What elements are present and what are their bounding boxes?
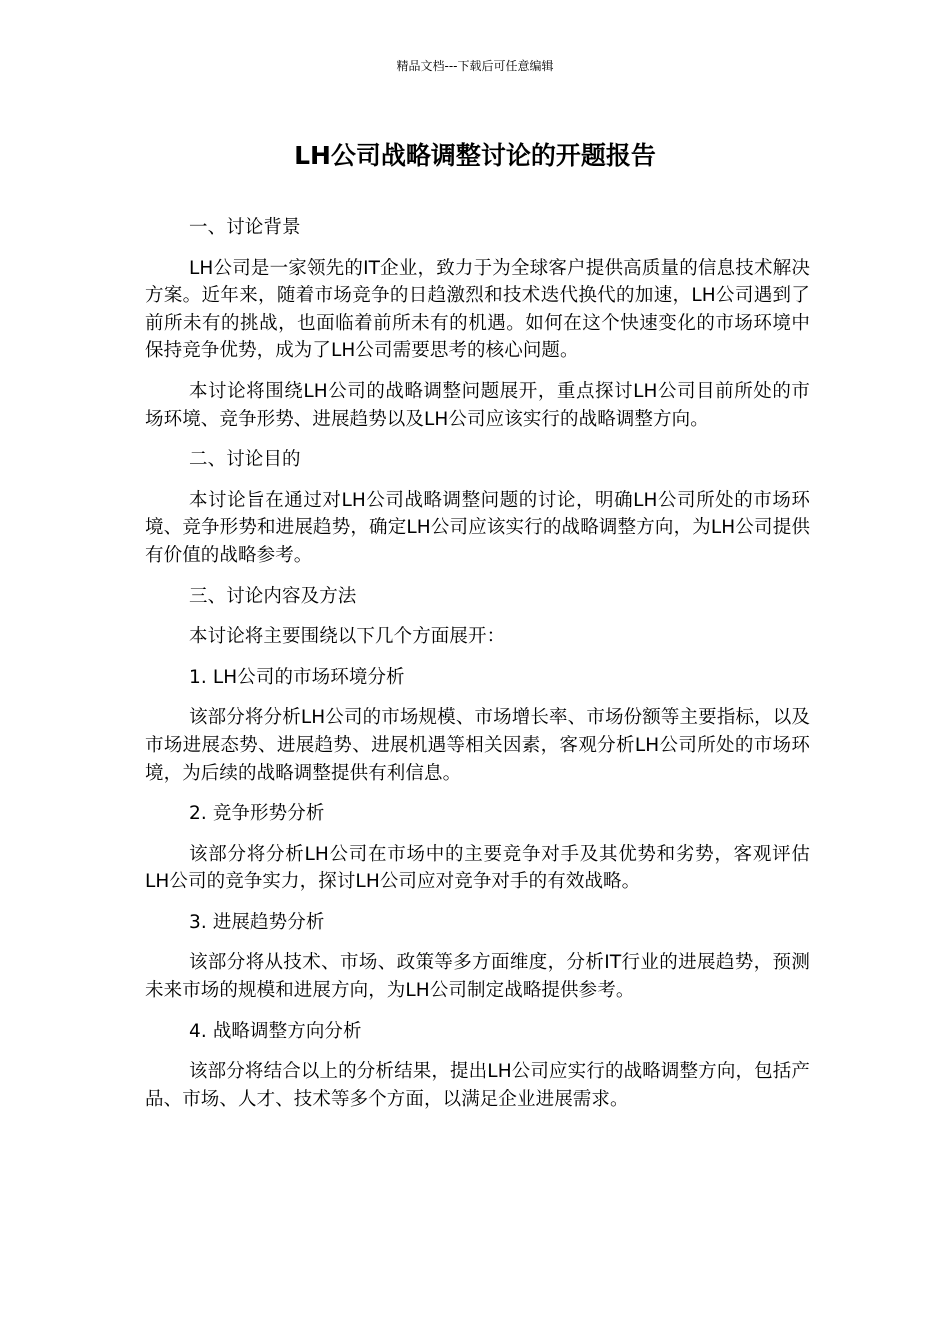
item-text-strategy-direction: 该部分将结合以上的分析结果，提出LH公司应实行的战略调整方向，包括产品、市场、人才、技术等多个方面，以满足企业进展需求。 — [145, 1061, 810, 1110]
paragraph-content-intro: 本讨论将主要围绕以下几个方面展开： — [189, 626, 506, 648]
document-title: LH公司战略调整讨论的开题报告 — [294, 141, 656, 170]
paragraph-purpose: 本讨论旨在通过对LH公司战略调整问题的讨论，明确LH公司所处的市场环境、竞争形势和进展趋势，确定LH公司应该实行的战略调整方向，为LH公司提供有价值的战略参考。 — [145, 489, 810, 566]
section-heading-background: 一、讨论背景 — [189, 217, 301, 238]
page-header-note: 精品文档---下载后可任意编辑 — [396, 59, 554, 73]
item-text-trends: 该部分将从技术、市场、政策等多方面维度，分析IT行业的进展趋势，预测未来市场的规模和进展方向，为LH公司制定战略提供参考。 — [145, 952, 810, 1002]
document-body — [145, 214, 810, 1126]
item-heading-strategy-direction: 4. 战略调整方向分析 — [189, 1020, 362, 1042]
paragraph-background-2: 本讨论将围绕LH公司的战略调整问题展开，重点探讨LH公司目前所处的市场环境、竞争形势、进展趋势以及LH公司应该实行的战略调整方向。 — [145, 380, 810, 430]
item-heading-market-environment: 1. LH公司的市场环境分析 — [189, 666, 405, 688]
item-text-market-environment: 该部分将分析LH公司的市场规模、市场增长率、市场份额等主要指标，以及市场进展态势、进展趋势、进展机遇等相关因素，客观分析LH公司所处的市场环境，为后续的战略调整提供有利信息。 — [145, 707, 810, 784]
section-heading-purpose: 二、讨论目的 — [189, 449, 301, 471]
section-heading-content-methods: 三、讨论内容及方法 — [189, 585, 357, 607]
item-heading-competition: 2. 竞争形势分析 — [189, 803, 325, 825]
item-heading-trends: 3. 进展趋势分析 — [189, 911, 325, 933]
item-text-competition: 该部分将分析LH公司在市场中的主要竞争对手及其优势和劣势，客观评估LH公司的竞争实力，探讨LH公司应对竞争对手的有效战略。 — [145, 843, 810, 893]
paragraph-background-1: LH公司是一家领先的IT企业，致力于为全球客户提供高质量的信息技术解决方案。近年来，随着市场竞争的日趋激烈和技术迭代换代的加速，LH公司遇到了前所未有的挑战，也面临着前所未有的机遇。如何在这个快速变化的市场环境中保持竞争优势，成为了LH公司需要思考的核心问题。 — [145, 257, 810, 362]
